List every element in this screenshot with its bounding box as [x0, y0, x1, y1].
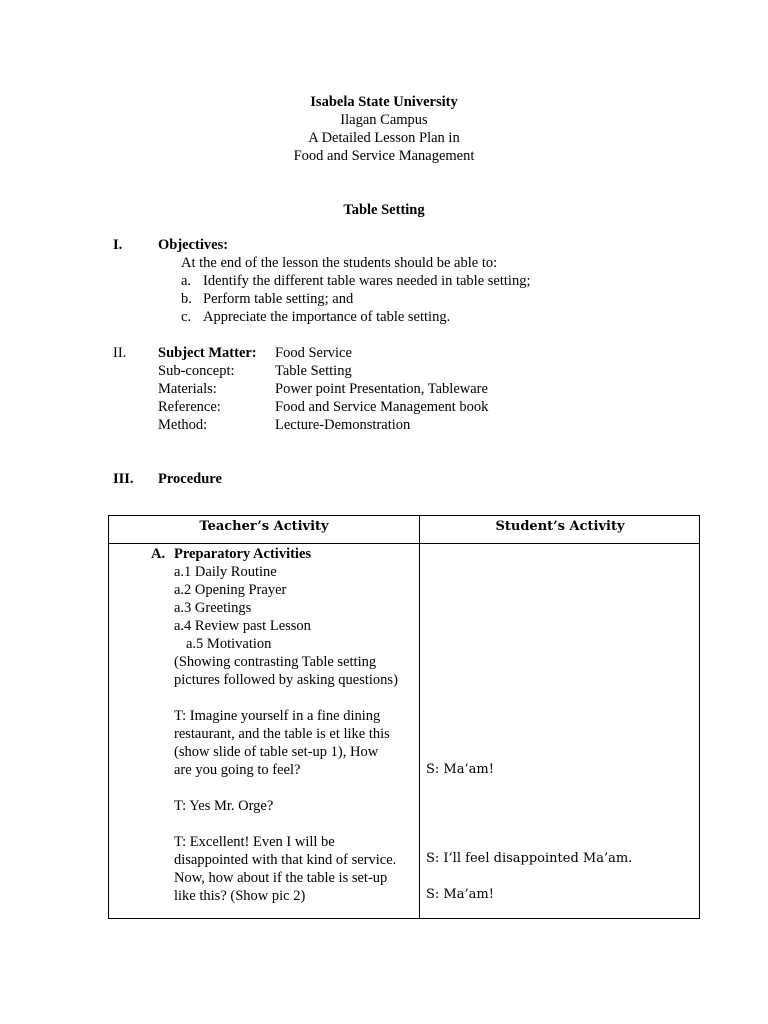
sub-concept-label: Sub-concept: — [158, 363, 235, 379]
objective-letter: c. — [181, 309, 192, 325]
plan-line: A Detailed Lesson Plan in — [308, 130, 460, 146]
objective-text: Perform table setting; and — [203, 291, 354, 307]
campus-name: Ilagan Campus — [340, 112, 428, 128]
student-response: S: Ma’am! — [426, 887, 494, 902]
subject-matter-label: Subject Matter: — [158, 345, 257, 361]
subject-matter-numeral: II. — [113, 345, 127, 361]
student-response: S: I’ll feel disappointed Ma’am. — [426, 851, 633, 866]
teacher-prompt-line: Now, how about if the table is set-up — [174, 870, 388, 886]
note-line: pictures followed by asking questions) — [174, 672, 398, 688]
objectives-intro: At the end of the lesson the students should be able to: — [181, 255, 498, 271]
objective-text: Appreciate the importance of table setting. — [203, 309, 451, 325]
list-item: a.3 Greetings — [174, 600, 252, 616]
teacher-prompt-line: restaurant, and the table is et like this — [174, 726, 390, 742]
objective-letter: a. — [181, 273, 192, 289]
objective-item — [181, 290, 192, 308]
procedure-heading: Procedure — [158, 471, 222, 487]
reference-value: Food and Service Management book — [275, 399, 489, 415]
teacher-prompt-line: disappointed with that kind of service. — [174, 852, 397, 868]
student-activity-header: Student’s Activity — [495, 519, 625, 534]
method-label: Method: — [158, 417, 208, 433]
column-divider — [419, 516, 420, 918]
teacher-prompt-line: like this? (Show pic 2) — [174, 888, 306, 904]
sub-concept-value: Table Setting — [275, 363, 352, 379]
section-title: Preparatory Activities — [174, 546, 312, 562]
list-item: a.1 Daily Routine — [174, 564, 277, 580]
reference-label: Reference: — [158, 399, 221, 415]
objective-letter: b. — [181, 291, 192, 307]
materials-label: Materials: — [158, 381, 217, 397]
student-response: S: Ma’am! — [426, 762, 494, 777]
procedure-numeral: III. — [113, 471, 134, 487]
university-name: Isabela State University — [310, 94, 458, 110]
teacher-prompt-line: (show slide of table set-up 1), How — [174, 744, 379, 760]
method-value: Lecture-Demonstration — [275, 417, 411, 433]
teacher-prompt-line: are you going to feel? — [174, 762, 301, 778]
subject-line: Food and Service Management — [293, 148, 475, 164]
lesson-title: Table Setting — [343, 202, 425, 218]
list-item: a.2 Opening Prayer — [174, 582, 287, 598]
objectives-heading: Objectives: — [158, 237, 229, 253]
objective-text: Identify the different table wares needed in table setting; — [203, 273, 531, 289]
teacher-prompt-line: T: Yes Mr. Orge? — [174, 798, 274, 814]
teacher-lines — [174, 563, 398, 905]
teacher-prompt-line: T: Excellent! Even I will be — [174, 834, 335, 850]
materials-value: Power point Presentation, Tableware — [275, 381, 488, 397]
motivation-item: a.5 Motivation — [186, 636, 272, 652]
objective-item — [181, 308, 191, 326]
objective-item — [181, 272, 191, 290]
section-letter: A. — [151, 546, 166, 562]
activity-table — [108, 515, 700, 919]
teacher-activity-header: Teacher’s Activity — [199, 519, 329, 534]
teacher-prompt-line: T: Imagine yourself in a fine dining — [174, 708, 381, 724]
note-line: (Showing contrasting Table setting — [174, 654, 377, 670]
list-item: a.4 Review past Lesson — [174, 618, 311, 634]
subject-matter-value: Food Service — [275, 345, 352, 361]
objectives-numeral: I. — [113, 237, 123, 253]
